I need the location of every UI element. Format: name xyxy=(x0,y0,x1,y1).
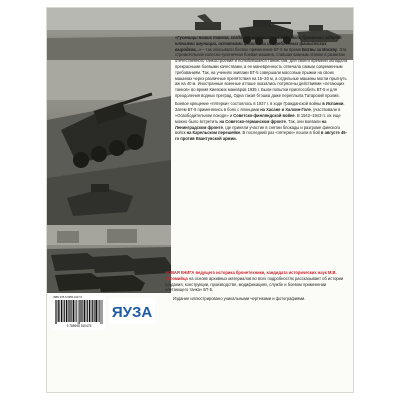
highlight-spain: в Испании xyxy=(322,101,344,107)
new-book-text: на основе архивных материалов во всех подробностях рассказывает об истории создания, конструкции, производстве, модификациях, службе и боевом применении «летающего танка» БТ-5. xyxy=(165,275,344,293)
opening-quote: «Гусеницы наших танков, когда они вернулись из боя, были буквально забиты клочьями амуниции, остатками физически истребленных фашистских выродков...» xyxy=(175,35,342,52)
barcode-bars xyxy=(54,300,104,324)
paragraph-combat xyxy=(175,101,349,142)
bottom-photo xyxy=(47,225,171,293)
combat-text-b: . Затем БТ-5 применялись в боях с японцами xyxy=(175,101,345,113)
intro-text: – так описывали боевое применение БТ-5 во время xyxy=(201,46,303,52)
bottom-photo-illustration xyxy=(47,225,171,293)
highlight-finnish-war: Советско-финляндской войне xyxy=(233,112,295,118)
book-description-block xyxy=(165,270,349,302)
publisher-logo-text: ЯУЗА xyxy=(111,304,153,321)
combat-text-e: . Так, они воевали xyxy=(285,118,322,124)
main-text-column xyxy=(175,35,349,145)
paragraph-illustrated: Издание иллюстрировано уникальными чертежами и фотографиями. xyxy=(173,295,306,301)
paragraph-intro xyxy=(175,35,349,99)
battle-moscow: Битвы за Москву xyxy=(302,46,338,52)
middle-photo-illustration xyxy=(47,60,171,225)
barcode-number: 9 785995 510475 xyxy=(66,324,92,328)
publisher-logo xyxy=(109,298,155,324)
highlight-leningrad-front: на Ленинградском фронте xyxy=(175,118,327,130)
combat-text-g: . В последний раз «пятерки» пошли в бой xyxy=(240,130,321,136)
combat-text-f: , где приняли участие в снятии блокады и разгроме финского войск xyxy=(175,124,341,136)
combat-text-a: Боевое крещение «пятерки» состоялось в 1937 г. в ходе Гражданской войны xyxy=(175,101,323,107)
new-book-heading: НОВАЯ КНИГА ведущего историка бронетехники, кандидата исторических наук М.В. Коломийца xyxy=(165,270,337,281)
highlight-karelian-isthmus: на Карельском перешейке xyxy=(186,130,241,136)
middle-photo xyxy=(47,60,171,225)
book-back-cover xyxy=(47,8,353,392)
intro-text-end: . Эта стремительная колесно-гусеничная боевая машина, ставшая важным этапом в развитии отечественного танкостроения и полюбившаяся танкистам, для своего времени обладала прекрасными боевыми качествами, а ее маневренность отвечала самым современным требованиям. Так, на учениях экипажи БТ-5 совершали массовые прыжки на своих машинах через различные препятствия на 15–20 м, а отдельные машины могли прыгнуть аж на 40 м. Иностранные военные атташе оказались потрясены действиями «летающих танков» во время Киевских маневров 1935 г. Были попытки приспособить БТ-5 и для преодоления водных преград. Одна такая бтэшка даже переплыла Татарский пролив. xyxy=(175,46,348,98)
isbn-label: ISBN 978-5-9955-1047-5 xyxy=(53,296,82,299)
highlight-soviet-german-front: на Советско-германском фронте xyxy=(219,118,286,124)
highlight-khasan: на Хасане и Халхин-Голе xyxy=(260,107,311,113)
combat-text-d: . В 1942–1943 гг. их еще можно было встретить xyxy=(175,112,341,124)
paragraph-new-book xyxy=(165,270,349,293)
highlight-kwantung-army: в августе 45-го против Квантунской армии. xyxy=(175,130,347,142)
barcode xyxy=(53,296,105,330)
combat-text-c: , участвовали в «Освободительном походе» и xyxy=(175,107,341,118)
